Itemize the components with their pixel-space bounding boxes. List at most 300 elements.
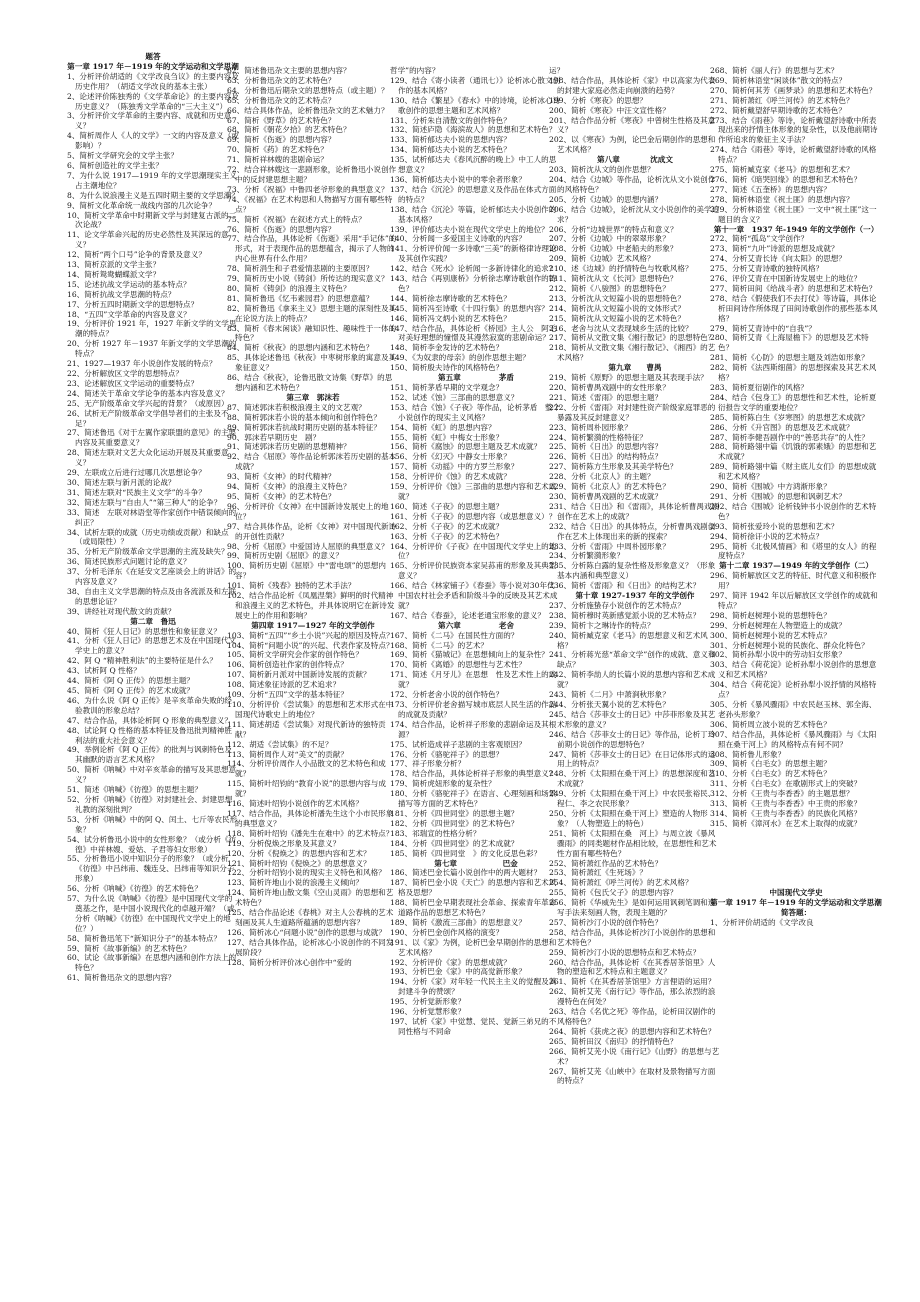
question-line: 112、胡适《尝试集》的不足？ [227,739,333,749]
question-line: 107、简析新月派对中国新诗发展的贡献？ [227,670,371,680]
question-line: 97、结合具体作品，论析《女神》对中国现代新诗的开创性贡献？ [227,521,397,541]
question-line: 96、分析评价《女神》在中国新诗发展史上的地位？ [227,501,389,521]
question-line: 165、分析评价民族资本家吴荪甫的形象及其典型意义？ [390,561,557,581]
question-line: 88、简析郭沫若小说的基本倾向和创作特色？ [227,412,381,422]
question-line: 237、分析施蛰存小说创作的艺术特点？ [549,600,685,610]
text-column-5 [710,66,882,1298]
question-line: 174、结合作品，论析祥子形象的悲剧命运及其根源？ [390,719,557,739]
question-line [710,868,882,878]
question-line: 233、分析《雷雨》中周朴园形象？ [549,541,670,551]
question-line: 144、简析徐志摩诗歌的艺术特色？ [390,293,511,303]
question-line: 199、分析《寒夜》的思想？ [549,95,648,105]
question-line: 213、分析沈从文短篇小说的思想特色？ [549,293,685,303]
question-line: 294、简析徐讦小说的艺术特点？ [710,531,824,541]
question-line: 150、简析殷夫诗作的风格特色？ [390,363,504,373]
section-heading: 第一章 1917 年－1919 年的文学运动和文学思潮 [67,61,239,71]
question-line: 307、结合作品，具体论析《暴风骤雨》与《太阳照在桑干河上》的风格特点有何不同？ [710,729,877,749]
question-line: 84、简析《秋夜》的思想内涵和艺术特色？ [227,343,374,353]
question-line: 241、分析蒋光慈“革命文学”创作的成就、意义和缺点？ [549,650,716,670]
question-line: 267、简析艾芜《山峡中》在取材及景物描写方面的特点？ [549,1066,716,1086]
question-line: 227、简析陈方生形象及其美学特色？ [549,462,678,472]
question-line: 253、简析萧红《生死场》？ [549,868,648,878]
question-line: 90、郭沫若早期历史 剧？ [227,432,321,442]
question-line: 64、分析鲁迅后期杂文的思想特点（或主题）？ [227,85,389,95]
question-line: 91、简述郭沫若历史剧的思想精神？ [227,442,351,452]
question-line: 148、简析李金发诗的艺术特色？ [390,343,504,353]
question-line: 40、简析《狂人日记》的思想性和象征意义？ [67,626,221,636]
question-line: 228、分析《北京人》的主题？ [549,472,655,482]
question-line: 204、结合《边城》等作品，论析沈从文小说创作的风格特色？ [549,174,716,194]
question-line: 33、简述 左联对林语堂等作家创作中错误倾向的纠正？ [67,507,237,527]
question-line: 167、简析《二马》在国民性方面的？ [390,630,519,640]
question-line: 190、分析巴金创作风格的演变？ [390,927,504,937]
question-line: 308、简析鲁儿形象？ [710,749,786,759]
question-line: 66、结合具体作品，论析鲁迅杂文的艺术魅力？ [227,105,389,115]
question-line: 43、试析阿 Q 性格？ [67,666,141,676]
question-line: 172、分析老舍小说的创作特色？ [390,690,504,700]
section-heading: 题答 [145,52,161,61]
question-line: 29、左联成立后进行过哪几次思想论争？ [67,468,206,478]
question-line: 192、分析评价《家》的思想成就？ [390,957,511,967]
question-line: 193、分析巴金《家》中的高觉新形象？ [390,967,526,977]
question-line: 111、简述胡适《尝试集》对现代新诗的独特贡献？ [227,719,386,739]
question-line: 252、简析萧红作品的艺术特色？ [549,858,663,868]
question-line: 214、简析沈从文短篇小说的文体形式？ [549,303,685,313]
question-line: 242、简析李劼人的长篇小说的思想内容和艺术成就？ [549,670,716,690]
question-line: 274、分析艾青长诗《向太阳》的思想？ [710,254,846,264]
question-line: 47、结合作品，具体论析阿 Q 形象的典型意义？ [67,715,232,725]
question-line: 158、分析评价《蚀》的艺术成就？ [390,472,511,482]
question-line: 103、简析“五四”“乡土小说”兴起的原因及特点？ [227,630,394,640]
question-line: 279、分析林语堂《祝土匪》一文中“祝土匪”这一题目的含义？ [710,204,877,224]
question-line: 209、简析《边城》艺术风格？ [549,254,655,264]
question-line: 105、简析文学研究会作家的创作特色？ [227,650,363,660]
question-line: 197、试析《家》中觉慧、觉民、觉新三弟兄的不同性格与不同命 [390,1017,557,1036]
text-column-1 [67,52,239,1292]
question-line: 270、简析何其芳《画梦录》的思想和艺术特色？ [710,85,877,95]
question-line: 299、分析赵树理在人物塑造上的成就？ [710,620,846,630]
question-line: 28、简述左联对文艺大众化运动开展及其重要意义？ [67,448,229,468]
section-heading: 第八章 沈成文 [597,155,673,165]
question-line: 226、简析《日出》的结构特点？ [549,452,663,462]
question-line: 5、简析文学研究会的文学主张？ [67,151,179,161]
question-line: 238、简析穆时英新感觉派小说的艺术特点？ [549,610,701,620]
question-line: 82、简析鲁迅《拿来主义》思想主题的深刻性及其在论说方法上的特点？ [227,303,397,323]
question-line: 140、分析闻一多爱国主义诗歌的内容？ [390,234,526,244]
question-line: 57、为什么说《呐喊》《彷徨》是中国现代文学的奠基之作，是中国小说现代化的卓越开端？（或分析《呐喊》《彷徨》在中国现代文学史上的地位？） [67,894,235,933]
question-line: 11、论文学革命兴起的历史必然性及其深远的意义？ [67,230,229,250]
question-line: 205、分析《边城》的思想内涵？ [549,194,663,204]
question-line: 162、分析《子夜》的艺术成就？ [390,521,504,531]
question-line: 61、简析鲁迅杂文的思想内容？ [67,973,176,983]
question-line: 18、“五四”文学革命的内容及意义？ [67,309,191,319]
question-line: 183、祁瑞宣的性格分析？ [390,828,481,838]
question-line: 234、分析繁漪形象？ [549,551,625,561]
question-line: 77、结合作品，具体论析《伤逝》采用“手记体”的形式，对于表现作品的思想蕴含，揭示了人物的内心世界有什么作用？ [227,234,397,264]
question-line: 185、简析《四世同堂 》的文化反思色彩？ [390,848,542,858]
question-line: 292、结合《围城》论析钱钟书小说创作的艺术特色？ [710,501,877,521]
question-line: 71、简析祥林嫂的悲剧命运？ [227,155,328,165]
question-line: 哲学”的内容？ [390,66,440,75]
question-line: 208、分析《边城》中老船夫的形象？ [549,244,678,254]
question-line: 130、结合《繁星》《春水》中的诗境，论析冰心诗歌创作的思想主题和艺术风格？ [390,95,561,115]
question-line: 224、简析繁漪的性格特征？ [549,432,648,442]
question-line: 290、简析《围城》中方鸿渐形象？ [710,482,831,492]
question-line: 166、结合《林家铺子》《春蚕》等小说对30年代中国农村社会矛盾和阶级斗争的反映及其艺术成就？ [390,581,558,610]
question-line: 182、分析《四世同堂》的艺术特色？ [390,818,519,828]
question-line: 63、分析鲁迅杂文的艺术特色？ [227,75,336,85]
question-line: 280、简析艾青《上海屋檐下》的思想及艺术特色？ [710,333,869,353]
question-line: 235、分析陈白露的复杂性格及形象意义？（形象基本内涵和典型意义） [549,561,716,581]
question-line: 72、结合祥林嫂这一悲剧形象，论析鲁迅小说创作中的反封建思想主题？ [227,165,397,184]
question-line: 143、结合《再别康桥》分析徐志摩诗歌创作的特色？ [390,274,557,293]
text-column-2 [227,66,399,1298]
question-line: 272、简析“孤岛”文学创作？ [710,234,809,244]
section-heading: 简答题： [780,908,812,918]
question-line: 167、结合《春蚕》，论述老通宝形象的意义？ [390,610,545,620]
question-line: 258、结合作品，具体论析沙汀小说创作的思想和艺术特色？ [549,927,716,947]
question-line: 12、简析“两个口号”论争的背景及意义？ [67,250,206,260]
question-line: 46、为什么说《阿 Q 正传》是辛亥革命失败的经验教训的形象总结？ [67,695,232,715]
question-line: 27、简述鲁迅《对于左翼作家联盟的意见》的主要内容及其重要意义？ [67,428,237,448]
question-line: 17、分析五四时期新文学的思想特点？ [67,299,199,309]
question-line: 44、简析《阿 Q 正传》的思想主题？ [67,676,195,686]
question-line: 49、举例论析《阿 Q 正传》的批判与讽刺特色及其幽默的语言艺术风格？ [67,745,232,765]
question-line: 37、分析毛泽东《在延安文艺座谈会上的讲话》的内容及意义？ [67,567,237,587]
question-line [710,829,882,839]
question-line: 138、结合《沉沦》等篇，论析郁达夫小说创作的基本风格？ [390,204,557,224]
question-line [710,849,882,859]
question-line [710,859,882,869]
question-line: 284、结合《包身工》的思想性和艺术性，论析夏衍报告文学的重要地位？ [710,392,877,412]
question-line: 211、简析沈从文《长河》思想特色？ [549,274,678,284]
question-line: 98、分析《屈原》中爱国诗人屈原的典型意义？ [227,541,389,551]
question-line: 117、结合作品，具体论析潘先生这个小市民形象的典型意义？ [227,808,394,828]
question-line: 156、简析《腐蚀》的思想主题及艺术成就？ [390,442,542,452]
question-line: 206、结合《边城》，论析沈从文小说创作的美学追求？ [549,204,720,224]
question-line: 256、简析《华威先生》是如何运用讽刺笔调和速写手法来刻画人物，表现主题的？ [549,898,716,918]
question-line: 310、分析《白毛女》的艺术特色？ [710,769,831,779]
question-line: 78、简析涓生和子君爱情悲剧的主要原因？ [227,264,374,274]
question-line: 30、简述左联与新月派的论战？ [67,477,176,487]
question-line: 216、老舍与沈从文表现城乡生活的比较？ [549,323,693,333]
question-line: 315、简析《漳河水》在艺术上取得的成就？ [710,818,862,828]
question-line: 156、分析《幻灭》中静女士形象？ [390,452,511,462]
question-line: 259、简析沙汀小说的思想特点和艺术特点？ [549,947,701,957]
question-line: 295、简析《北极风情画》和《塔里的女人》的程度特点？ [710,541,877,561]
question-line: 32、简述左联与“自由人”“第三种人”的论争？ [67,497,222,507]
question-line: 59、简析《故事新编》的艺术特色？ [67,943,191,953]
question-line: 129、结合《寄小读者（通讯七）》论析冰心散文创作的基本风格？ [390,75,561,95]
question-line: 25、无产阶级革命文学兴起的背景？（或原因） [67,398,229,408]
question-line: 222、分析《雷雨》对封建性资产阶级家庭罪恶的暴露及其反封建意义？ [549,402,716,422]
question-line: 21、1927—1937 年小说创作发展的特点？ [67,359,217,369]
question-line: 45、简析《阿 Q 正传》的艺术成就？ [67,686,195,695]
question-line: 39、讲经社对现代散文的贡献？ [67,606,176,616]
section-heading: 第十二章 1937—1949 年的文学创作（二） [719,561,873,571]
question-line: 164、分析评价《子夜》在中国现代文学史上的地位？ [390,541,557,561]
question-line: 168、简析《二马》的艺术？ [390,640,489,650]
question-line: 247、简析《莎菲女士的日记》在日记体形式的运用上的特点？ [549,749,716,769]
question-line: 52、分析《呐喊》《彷徨》对封建社会、封建思想礼教的深刻批判？ [67,794,233,814]
question-line: 94、简析《女神》的浪漫主义特色？ [227,482,351,492]
question-line: 62、简述鲁迅杂文主要的思想内容？ [227,66,351,75]
question-line: 121、简析叶绍钧《倪焕之》的思想意义？ [227,858,371,868]
question-line: 116、简述叶绍钧小说创作的艺术风格？ [227,799,363,809]
question-line: 127、结合具体作品，论析冰心小说创作的不同发展阶段？ [227,937,394,957]
question-line: 151、简析茅盾早期的文学观念？ [390,383,504,392]
question-line: 171、简述《月牙儿》在思想 性及艺术性上的成就？ [390,670,557,690]
question-line: 10、简析文学革命中时期新文学与封建复古派的二次论战？ [67,210,237,230]
question-line: 273、简析“九叶”诗派的思想及成就？ [710,244,839,254]
section-heading: 中国现代文学史 [769,888,823,898]
question-line: 124、简析许地山散文集《空山灵雨》的思想和艺术特色？ [227,888,394,908]
question-line: 196、分析觉慧形象？ [390,1007,466,1017]
question-line: 191、以《家》为例，论析巴金早期创作的思想和艺术风格？ [390,937,557,957]
question-line: 126、简析冰心“问题小说”创作的思想与成就？ [227,927,386,937]
question-line: 198、结合作品，具体论析《家》中以高家为代表的封建大家庭必然走向崩溃的趋势？ [549,75,716,95]
question-line: 70、简析《药》的艺术特色？ [227,145,328,155]
question-line: 95、简析《女神》的艺术特色？ [227,491,336,501]
question-line: 218、简析从文散文集《湘行散记》、《湘西》的艺术风格？ [549,343,716,363]
question-line: 7、为什么说 1917—1919 年的文学思潮现实主义占主潮地位？ [67,170,237,190]
question-line: 22、分析解放区文学的思想特点？ [67,369,183,378]
question-line: 20、分析 1927 年－1937 年新文学的文学思潮的特点？ [67,339,237,359]
question-line: 212、简析《八骏图》的思想特色？ [549,283,670,293]
question-line: 175、试析造成祥子悲剧的主客观原因？ [390,739,526,749]
question-line: 67、简析《野草》的艺术特色？ [227,115,336,125]
question-line: 161、分析《子夜》的思想内容（或思想意义）？ [390,511,557,521]
question-line: 42、阿 Q “精神胜利法”的主要特征是什么？ [67,656,217,666]
question-line: 186、简述巴金长篇小说创作中的两大题材？ [390,868,542,878]
question-line: 125、结合作品论述《春桃》对主人公春桃的艺术刻画及其人生道路所蕴涵的思想内容？ [227,908,394,927]
question-line: 173、分析评价老舍描写城市底层人民生活的作品的成就及贡献？ [390,700,557,719]
question-line: 282、简析《法西斯细菌》的思想探索及其艺术风格？ [710,363,877,383]
question-line: 277、简述《五奎桥》的思想内容？ [710,184,831,194]
question-line: 225、简析《日出》的思想内容？ [549,442,663,452]
question-line: 187、简析巴金小说《天亡》的思想内容和艺术风格及思想？ [390,878,557,898]
question-line: 50、简析《呐喊》中对辛亥革命的描写及其思想意义？ [67,765,237,785]
question-line: 257、简析沙汀小说的创作特色？ [549,917,663,927]
question-line: 203、简析沈从文的创作思想？ [549,165,655,175]
question-line: 4、简析周作人《人的文学》一文的内容及意义（或影响）？ [67,131,239,151]
question-line: 123、简析许地山小说的浪漫主义倾向？ [227,878,363,888]
question-line: 298、简析赵树理小说的思想特色？ [710,610,831,620]
question-line [710,878,882,888]
question-line: 303、结合《荷花淀》论析孙犁小说创作的思想意义和艺术风格？ [710,660,877,680]
question-line: 122、分析叶绍钧小说的现实主义特色和风格？ [227,868,386,878]
question-line: 276、评价艾青在中国新诗发展史上的地位？ [710,274,862,284]
question-line: 304、结合《荷花淀》论析孙犁小说抒情的风格特点？ [710,680,877,700]
question-line: 153、结合《蚀》《子夜》等作品，论析茅盾 整个小说创作的现实主义风格？ [390,402,561,422]
question-line: 297、简评 1942 年以后解放区文学创作的成就和特点？ [710,591,878,610]
question-line: 154、简析《虹》的思想内容？ [390,422,496,432]
question-line: 278、结合《假使我们不去打仗》等诗篇，具体论析田间诗作所体现了田间诗歌创作的那些基本风格？ [710,293,878,323]
section-heading: 第十章 1927-1937 年的文学创作 [575,591,695,601]
question-line: 81、简析鲁迅《忆韦素园君》的思想意蕴？ [227,293,374,303]
question-line: 100、简析历史剧《屈原》中“雷电颂”的思想内容？ [227,561,386,581]
question-line: 115、简析叶绍钧的“教育小说”的思想内容与成就？ [227,779,386,799]
question-line: 83、简析《春末闲谈》融知识性、趣味性于一体的特色？ [227,323,397,343]
section-heading: 第七章 巴金 [434,858,518,868]
question-line: 210、述《边城》的抒情特色与牧歌风格？ [549,264,693,274]
question-line: 286、分析《升官图》的思想及艺术成就？ [710,422,854,432]
question-line: 14、简析鸳鸯蝴蝶派文学？ [67,269,161,279]
question-line: 108、简述象征诗派的艺术追求？ [227,680,341,690]
section-heading: 第二章 鲁迅 [130,616,176,626]
question-line: 220、简析曹禺戏剧中的女性形象？ [549,383,670,392]
question-line: 293、简析张爱玲小说的思想和艺术？ [710,521,839,531]
question-line: 76、简析《伤逝》的思想内容？ [227,224,336,234]
section-heading: 第六章 老舍 [438,620,514,630]
question-line: 314、简析《王贵与李香香》的民族化风格？ [710,808,862,818]
question-line: 266、简析艾芜小说《南行记》《山野》的思想与艺术？ [549,1046,720,1066]
question-line: 268、简析《丽人行》的思想与艺术？ [710,66,839,75]
question-line: 132、简述庐隐《海滨故人》的思想和艺术特色？ [390,125,557,135]
question-line: 48、试论阿 Q 性格的基本特征及鲁迅批判精神胜利法的重大社会意义？ [67,725,232,745]
question-line: 287、简析李健吾剧作中的“善恶共存”的人性？ [710,432,869,442]
question-line: 305、分析《暴风骤雨》中农民赵玉林、郭全海、老孙头形象？ [710,700,877,719]
question-line: 74、《祝福》在艺术构思和人物描写方面有哪些特点？ [227,194,393,214]
question-line: 200、简析《寒夜》中汪文宣性格？ [549,105,670,115]
question-line: 51、简述《呐喊》《彷徨》的思想主题？ [67,785,202,795]
question-line: 120、分析《倪焕之》的思想内容和艺术？ [227,848,371,858]
question-line: 254、简析萧红《呼兰河传》的艺术风格？ [549,878,693,888]
question-line [710,839,882,849]
question-line: 181、分析《四世同堂》的思想主题？ [390,808,519,818]
question-line: 118、简析叶绍钧《潘先生在难中》的艺术特点？ [227,828,394,838]
question-line: 302、简析孙犁小说中的劳动妇女形象？ [710,650,846,660]
text-column-4 [549,66,721,1298]
question-line: 276、简析《暗哭回缘》的思想和艺术特色？ [710,174,862,184]
question-line: 65、分析鲁迅杂文的艺术特点？ [227,95,336,105]
question-line: 255、简析《包氏父子》的思想内容？ [549,888,678,898]
question-line: 54、试分析鲁迅小说中的女性形象？（或分析《彷徨》中祥林嫂、爱姑、子君等妇女形象） [67,834,237,854]
question-line: 58、简析鲁迅笔下“新知识分子”的基本特点？ [67,933,222,943]
question-line: 244、分析张天翼小说的艺术特色？ [549,700,670,709]
question-line: 221、简述《雷雨》的思想主题？ [549,392,663,402]
question-line: 306、简析周立波小说的艺术特色？ [710,719,831,729]
question-line: 275、简析臧克家《老马》的思想和艺术？ [710,165,854,175]
section-heading: 第三章 郭沫若 [286,392,340,402]
question-line: 110、分析评价《尝试集》的思想和艺术形式在中国现代诗歌史上的地位？ [227,700,394,719]
question-line: 155、简析《虹》中梅女士形象？ [390,432,504,442]
question-line: 278、简析林语堂《祝土匪》的思想内容？ [710,194,854,204]
question-line: 240、简析臧克家《老马》的思想意义和艺术风格？ [549,630,708,650]
question-line: 152、试述《蚀》三部曲的思想意义？ [390,392,519,402]
question-line: 87、简述郭沫若积极浪漫主义的文艺观？ [227,402,366,412]
question-line: 239、简析卞之琳诗作的特点？ [549,620,655,630]
question-line: 104、简析“问题小说”的兴起、代表作家及特点？ [227,640,394,650]
question-line: 207、分析《边城》中的翠翠形象？ [549,234,670,244]
question-line: 109、分析“五四”文学的基本特征？ [227,690,348,700]
question-line: 195、分析觉新形象？ [390,997,466,1007]
question-line: 159、分析评价《蚀》三部曲的思想内容和艺术成就？ [390,482,557,501]
question-line: 106、简析创造社作家的创作特点？ [227,660,348,670]
question-line: 13、简析京派的文学主张？ [67,260,161,270]
question-line: 229、简析《北京人》的艺术特色？ [549,482,670,492]
section-heading: 第十一章 1937 年-1949 年的文学创作（一） [713,224,879,234]
question-line: 250、分析《太阳照在桑干河上》塑造的人物形象？（人物塑造上的特色） [549,808,708,828]
question-line: 75、简析《祝福》在叙述方式上的特点？ [227,214,366,224]
question-line: 6、简析创造社的文学主张？ [67,160,163,170]
question-line: 285、简析陈白生《岁寒图》的思想艺术成就？ [710,412,869,422]
question-line: 189、简析《激流三部曲》的思想意义？ [390,917,526,927]
text-column-3 [390,66,562,1298]
question-line: 291、分析《围城》的思想和讽刺艺术？ [710,491,846,501]
section-heading: 第四章 1917—1927 年的文学创作 [251,620,375,630]
question-line: 177、祥子形象分析？ [390,759,466,769]
question-line: 135、试析郁达夫《春风沉醉的晚上》中工人的思想意义？ [390,155,557,175]
question-line: 3、分析评价文学革命的主要内容、成就和历史意义？ [67,111,232,131]
question-line: 160、简述《子夜》的思想主题？ [390,501,504,511]
question-line: 26、试析无产阶级革命文学倡导者们的主张及不足？ [67,408,229,428]
question-line: 19、分析评价 1921 年，1927 年新文学的文学思潮的特点？ [67,319,237,339]
question-line: 23、论述解放区文学运动的重要特点？ [67,378,199,388]
question-line: 300、简析赵树理小说的艺术特点？ [710,630,831,640]
section-heading: 第九章 曹禺 [608,363,662,373]
question-line: 34、试析左联的成就（历史功绩或贡献）和缺点（或局限性）？ [67,527,229,547]
question-line: 139、评价郁达夫小说在现代文学史上的地位？ [390,224,549,234]
question-line: 206、分析“边城世界”的特点和意义？ [549,224,678,234]
question-line: 251、简析《太阳照在桑 河上》与周立波《暴风骤雨》的同类题材作品相比较，在思想性和艺术性方面有哪些特色？ [549,828,717,858]
question-line: 15、论述抗战文学运动的基本特点？ [67,279,191,289]
question-line: 145、简析冯至诗歌《十四行集》的思想内容？ [390,303,549,313]
question-line: 289、简析路翎中篇《财主底儿女们》的思想成就和艺术风格？ [710,462,877,482]
question-line: 273、结合《雨巷》等诗，论析戴望舒诗歌中所表现出来的抒情主体形象的复杂性，以及他前期诗作所追求的象征主义手法？ [710,115,878,145]
question-line: 119、分析倪焕之形象及其意义？ [227,838,341,848]
question-line: 277、简析田间《给战斗者》的思想和艺术特色？ [710,283,877,293]
question-line: 170、简析《离婚》的思想性与艺术性？ [390,660,526,670]
question-line: 2、论述评价陈独秀的《文学革命论》的主要内容及历史意义？（陈独秀文学革命的“三大主义”） [67,91,239,111]
question-line: 136、简析郁达夫小说中的零余者形象？ [390,174,526,184]
question-line: 149、《为奴隶的母亲》的创作思想主题？ [390,353,530,363]
question-line: 271、简析萧红《呼兰河传》的艺术特色？ [710,95,854,105]
question-line: 215、简析沈从文短篇小说的艺术特色？ [549,313,685,323]
question-line: 114、分析评价周作人小品散文的艺术特色和成就？ [227,759,386,779]
question-line: 219、简析《原野》的思想主题及其表现手法？ [549,373,708,383]
question-line: 运？ [549,66,565,75]
question-line: 231、结合《日出》和《雷雨》，具体论析曹禺戏剧创作在艺术上的成就？ [549,501,720,521]
question-line: 179、简析虎妞形象的复杂性？ [390,779,496,789]
question-line: 60、试论《故事新编》在思想内涵和创作方法上的特色？ [67,953,237,973]
question-line: 184、分析《四世同堂》的艺术成就？ [390,838,519,848]
question-line: 296、简析解放区文艺的特征、时代意义和积极作用？ [710,571,877,591]
question-line: 188、简析巴金早期表现社会革命、探索青年革命道路作品的思想艺术特色？ [390,898,557,918]
question-line: 41、分析《狂人日记》的思想艺术及在中国现代文学史上的意义？ [67,636,237,656]
question-line: 246、结合《莎菲女士的日记》等作品，论析丁玲前期小说创作的思想特色？ [549,729,716,749]
question-line: 36、简述民族形式问题讨论的意义？ [67,557,191,567]
question-line: 16、简析抗战文学思潮的特点？ [67,289,176,299]
question-line: 176、分析《骆驼祥子》的思想？ [390,749,504,759]
question-line: 194、分析《家》对年轻一代民主主义的觉醒及其封建斗争的赞颂？ [390,977,557,997]
question-line: 102、结合作品论析《凤凰涅槃》鲜明的时代精神和浪漫主义的艺术特色，并具体说明它在新诗发展史上的作用和影响？ [227,591,395,620]
question-line: 80、简析《铸剑》的浪漫主义特色？ [227,283,351,293]
question-line: 236、简析《雷雨》和《日出》的结构艺术？ [549,581,701,591]
question-line: 312、分析《王贵与李香香》的主题思想？ [710,789,854,799]
question-line: 260、结合作品，具体论析《在其香居茶馆里》人物的塑造和艺术特点和主题意义？ [549,957,716,977]
question-line: 248、分析《太阳照在桑干河上》的思想深度和艺术成就？ [549,769,716,789]
question-line: 147、结合作品，具体论析《桥园》主人公 阿毛对美好理想的憧憬及其漫然寂寞的悲剧命运？ [390,323,557,343]
question-line: 245、结合《莎菲女士的日记》中莎菲形象及其艺术形象的意义？ [549,709,716,729]
section-heading: 第一章 1917 年－1919 年的文学运动和文学思潮 [710,898,882,908]
question-line: 141、分析评价闻一多诗歌“三美”的新格律诗理论及其创作实践？ [390,244,557,264]
question-line: 137、结合《沉沦》的思想意义及作品在体式方面的特点？ [390,184,557,204]
question-line: 101、简析《残春》独特的艺术手法？ [227,581,356,591]
question-line: 1、分析评价胡适的《文学改良 [710,917,814,927]
question-line: 93、简析《女神》的时代精神？ [227,472,336,482]
question-line: 31、简述左联对“民族主义文学”的斗争？ [67,487,206,497]
